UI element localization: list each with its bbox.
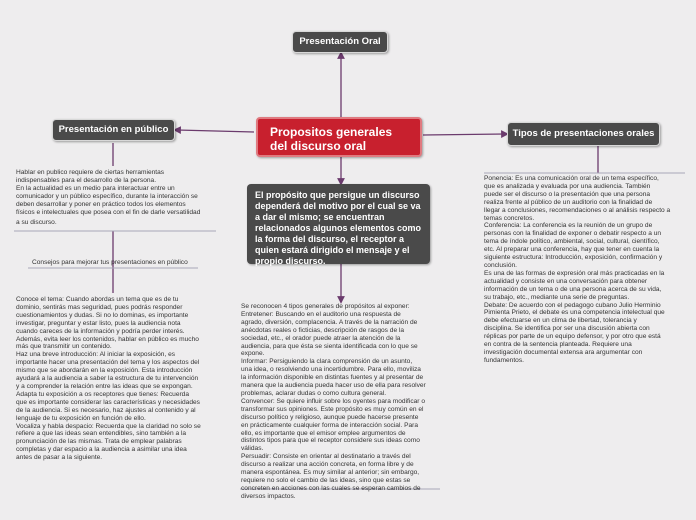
text-publico-intro-end: a su discurso.: [16, 219, 57, 226]
central-topic-title: Propositos generales del discurso oral: [270, 125, 393, 153]
central-topic[interactable]: [256, 117, 422, 157]
node-presentacion-oral[interactable]: [292, 31, 388, 53]
node-presentacion-oral-label: Presentación Oral: [299, 36, 381, 47]
node-presentacion-publico-label: Presentación en público: [58, 124, 169, 135]
connector-tipos: [423, 134, 505, 135]
node-tipos-presentaciones-label: Tipos de presentaciones orales: [512, 128, 655, 139]
node-proposito-text: El propósito que persigue un discurso dependerá del motivo por el cual se va a dar el mismo; se encuentran relacionados algunos elementos como la forma del discurso, el receptor a quien estará dirigido el mensaje y el propio discurso.: [255, 190, 422, 266]
node-proposito[interactable]: [247, 184, 430, 264]
text-propositos: Se reconocen 4 tipos generales de propósitos al exponer: Entretener: Buscando en el auditorio una respuesta de agrado, diversión, complacencia. A través de la narración de anécdotas reales o ficticias, descripción de rasgos de la sociedad, etc., el orador puede atraer la atención de la audiencia, para que ésta se sienta identificada con lo que se expone. Informar: Persiguiendo la clara comprensión de un asunto, una idea, o resolviendo una incertidumbre. Para ello, moviliza la información disponible en distintas fuentes y al presentar de manera que la audiencia pueda hacer uso de ella para resolver problemas, aclarar dudas o como cultura general. Convencer: Se quiere influir sobre los oyentes para modificar o transformar sus opiniones. Este propósito es muy común en el discurso político y religioso, aunque puede hacerse presente en prácticamente cualquier forma de interacción social. Para ello, es importante que el emisor emplee argumentos de distintos tipos para que el receptor considere sus ideas como válidas. Persuadir: Consiste en orientar al destinatario a través del discurso a realizar una acción concreta, en forma libre y de manera espontánea. Es muy similar al anterior; sin embargo, requiere no solo el cambio de las ideas, sino que estas se concreten en acciones con las cuales se esperan cambios de diversos impactos.: [241, 303, 426, 500]
node-tipos-presentaciones[interactable]: [507, 122, 660, 146]
text-publico-intro: Hablar en publico requiere de ciertas herramientas indispensables para el desarrollo de la persona. En la actualidad es un medio para interactuar entre un comunicador y un público específico, durante la interacción se deben desarrollar y poner en práctico todos los elementos físicos e intelectuales que posea con el fin de darle versatilidad: [16, 169, 201, 216]
text-consejos: Conoce el tema: Cuando abordas un tema que es de tu dominio, sentirás mas seguridad, pues podrás responder cuestionamientos y dudas. Si no lo dominas, es importante investigar, preguntar y estar listo, pues la audiencia nota cuando careces de la información y podría perder interés. Además, evita leer los contenidos, hablar en público es mucho más que transmitir un contenido. Haz una breve introducción: Al iniciar la exposición, es importante hacer una presentación del tema y los aspectos del mismo que se abordarán en la exposición. Esta introducción ayudará a la audiencia a saber la estructura de tu intervención y a comprender la relación entre las ideas que se expongan. Adapta tu exposición a os receptores que tienes: Recuerda que es importante considerar las características y necesidades de la audiencia. Si es necesario, haz ajustes al contenido y al lenguaje de tu exposición en función de ello. Vocaliza y habla despacio: Recuerda que la claridad no solo se refiere a que las ideas sean entendibles, sino también a la pronunciación de las mismas. Trata de emplear palabras completas y dar espacio a la audiencia a asimilar una idea antes de pasar a la siguiente.: [16, 296, 201, 462]
connector-publico: [177, 130, 254, 132]
node-presentacion-publico[interactable]: [52, 119, 175, 141]
label-consejos: Consejos para mejorar tus presentaciones en público: [32, 259, 188, 266]
text-tipos: Ponencia: Es una comunicación oral de un tema específico, que es analizada y evaluada por una audiencia. También puede ser el discurso o la presentación que una persona realiza frente al público de un auditorio con la finalidad de llegar a conclusiones, recomendaciones o al análisis respecto a temas concretos. Conferencia: La conferencia es la reunión de un grupo de personas con la finalidad de exponer o debatir respecto a un tema de índole político, ambiental, social, cultural, científico, etc. Al preparar una conferencia, hay que tener en cuenta la siguiente estructura: Introducción, exposición, confirmación y conclusión. Es una de las formas de expresión oral más practicadas en la actualidad y consiste en una conversación para obtener información de un tema o de una persona acerca de su vida, su trabajo, etc., mediante una serie de preguntas. Debate: De acuerdo con el pedagogo cubano Julio Herminio Pimienta Prieto, el debate es una competencia intelectual que debe efectuarse en un clima de libertad, tolerancia y disciplina. Se identifica por ser una discusión abierta con réplicas por parte de un equipo defensor, y por otro que está en contra de la sentencia planteada. Requiere una investigación documental extensa ara argumentar con fundamentos.: [484, 175, 671, 364]
